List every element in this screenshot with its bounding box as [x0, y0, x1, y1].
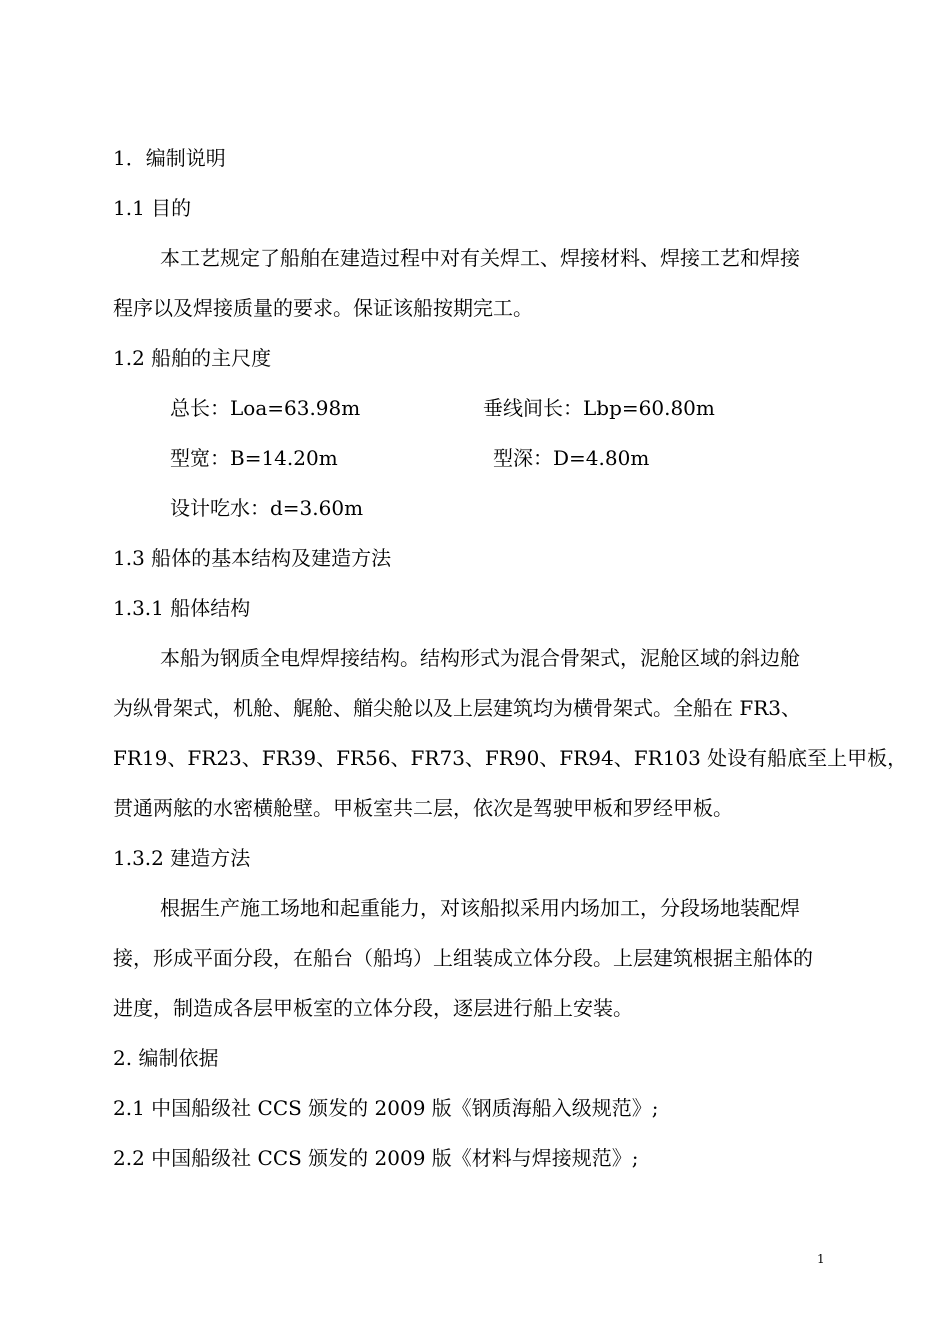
section-1-3-heading: 1.3 船体的基本结构及建造方法	[113, 546, 392, 570]
section-1-2-heading: 1.2 船舶的主尺度	[113, 346, 272, 370]
dimension-lbp: 垂线间长：Lbp=60.80m	[483, 396, 715, 420]
section-1-3-2-heading: 1.3.2 建造方法	[113, 846, 251, 870]
section-1-3-2-para-line-2: 接，形成平面分段，在船台（船坞）上组装成立体分段。上层建筑根据主船体的	[113, 946, 813, 970]
section-1-3-1-para-line-1: 本船为钢质全电焊焊接结构。结构形式为混合骨架式，泥舱区域的斜边舱	[160, 646, 800, 670]
section-1-3-2-para-line-1: 根据生产施工场地和起重能力，对该船拟采用内场加工，分段场地装配焊	[160, 896, 800, 920]
dimension-breadth: 型宽：B=14.20m	[170, 446, 338, 470]
section-1-3-2-para-line-3: 进度，制造成各层甲板室的立体分段，逐层进行船上安装。	[113, 996, 633, 1020]
section-1-heading: 1．编制说明	[113, 146, 226, 170]
section-1-3-1-para-line-2: 为纵骨架式，机舱、艉舱、艏尖舱以及上层建筑均为横骨架式。全船在 FR3、	[113, 696, 802, 720]
section-1-1-heading: 1.1 目的	[113, 196, 192, 220]
dimension-depth: 型深：D=4.80m	[493, 446, 650, 470]
section-1-1-para-line-1: 本工艺规定了船舶在建造过程中对有关焊工、焊接材料、焊接工艺和焊接	[160, 246, 800, 270]
dimension-loa: 总长：Loa=63.98m	[170, 396, 361, 420]
dimension-draft: 设计吃水：d=3.60m	[170, 496, 364, 520]
section-1-3-1-heading: 1.3.1 船体结构	[113, 596, 251, 620]
page-number: 1	[817, 1252, 825, 1266]
section-1-3-1-para-line-4: 贯通两舷的水密横舱壁。甲板室共二层，依次是驾驶甲板和罗经甲板。	[113, 796, 733, 820]
section-2-heading: 2. 编制依据	[113, 1046, 219, 1070]
section-1-3-1-para-line-3: FR19、FR23、FR39、FR56、FR73、FR90、FR94、FR103 处设有船底至上甲板，	[113, 746, 908, 770]
section-1-1-para-line-2: 程序以及焊接质量的要求。保证该船按期完工。	[113, 296, 533, 320]
section-2-2-item: 2.2 中国船级社 CCS 颁发的 2009 版《材料与焊接规范》;	[113, 1146, 639, 1170]
section-2-1-item: 2.1 中国船级社 CCS 颁发的 2009 版《钢质海船入级规范》;	[113, 1096, 659, 1120]
